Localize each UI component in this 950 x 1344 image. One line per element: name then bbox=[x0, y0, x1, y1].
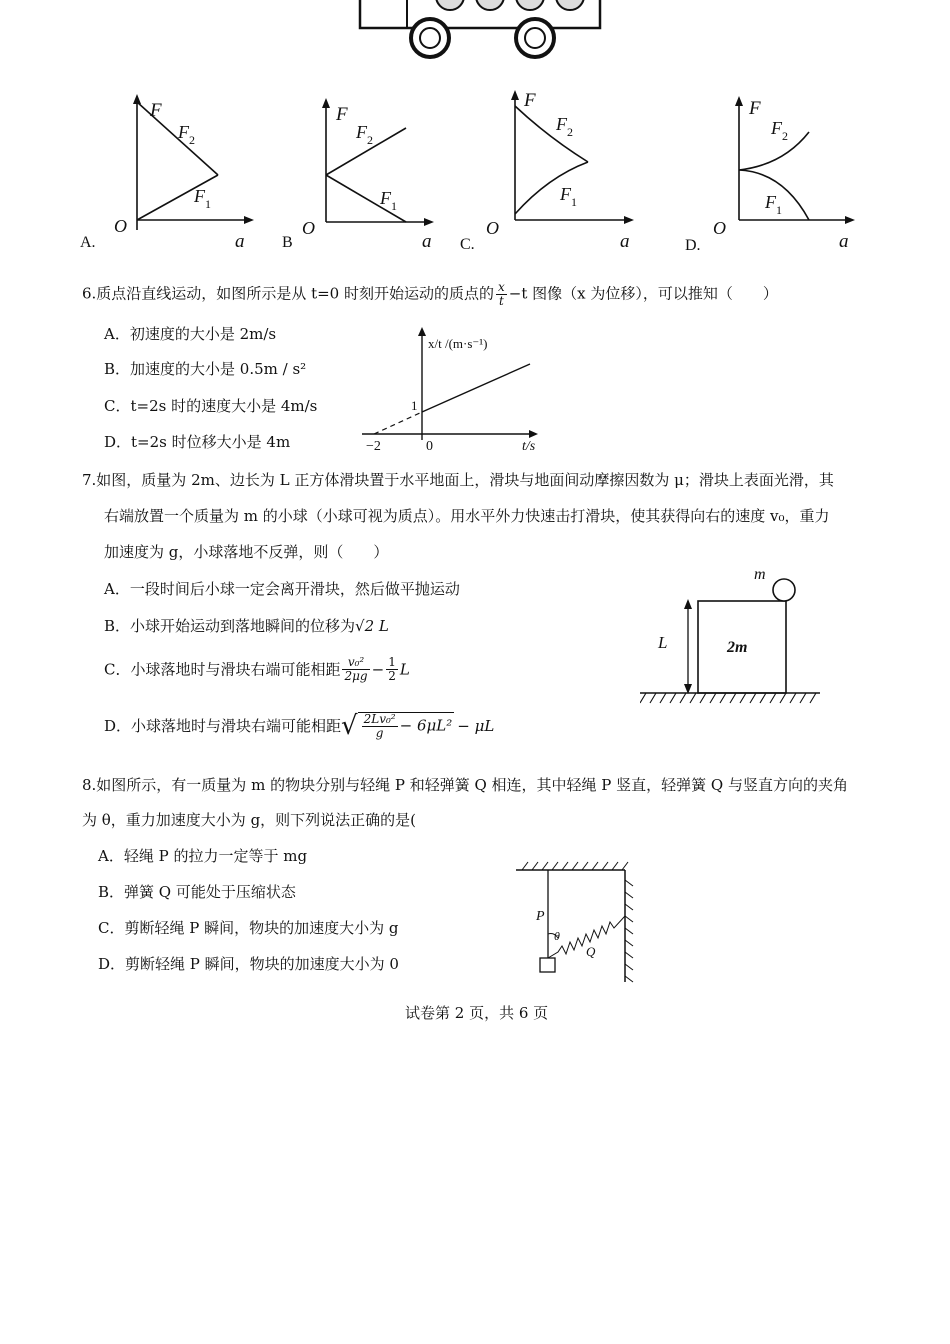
q5d-f2-sub: 2 bbox=[782, 129, 788, 143]
q8-option-c: C．剪断轻绳 P 瞬间，物块的加速度大小为 g bbox=[98, 919, 399, 937]
q5b-f2-sub: 2 bbox=[367, 133, 373, 147]
q6-option-b: B．加速度的大小是 0.5m / s² bbox=[104, 360, 307, 378]
q5d-f1-sub: 1 bbox=[776, 203, 782, 217]
q5a-f-label: F bbox=[150, 100, 162, 121]
q6-option-d: D．t=2s 时位移大小是 4m bbox=[104, 433, 291, 451]
q5-letter-c: C. bbox=[460, 236, 475, 253]
q5c-a-label: a bbox=[620, 231, 630, 252]
q7-stem-line-3: 加速度为 g，小球落地不反弹，则（ ） bbox=[104, 543, 389, 561]
q8-spring-label: Q bbox=[586, 944, 596, 959]
q5b-a-label: a bbox=[422, 231, 432, 252]
q5d-f1-label: F bbox=[765, 192, 776, 212]
q5a-f2-sub: 2 bbox=[189, 133, 195, 147]
q5c-f1-sub: 1 bbox=[571, 195, 577, 209]
q7-c-frac2-num: 1 bbox=[388, 655, 396, 669]
q7-option-d-end: − μL bbox=[457, 717, 495, 735]
q5c-origin: O bbox=[486, 218, 499, 238]
q5b-f2-label: F bbox=[356, 122, 367, 142]
q6-stem-fraction bbox=[496, 281, 507, 308]
q5a-f1-label: F bbox=[194, 186, 205, 206]
q6-stem-part-b: −t 图像（x 为位移），可以推知（ ） bbox=[508, 284, 778, 303]
q7-option-b-text: B．小球开始运动到落地瞬间的位移为 bbox=[104, 617, 356, 635]
q7-option-c-frac2 bbox=[386, 656, 398, 683]
q7-option-d-text: D．小球落地时与滑块右端可能相距 bbox=[104, 717, 342, 735]
q7-c-frac1-num: v₀² bbox=[342, 656, 369, 670]
q8-option-b: B．弹簧 Q 可能处于压缩状态 bbox=[98, 883, 296, 901]
q6-option-a: A．初速度的大小是 2m/s bbox=[104, 325, 277, 343]
q5d-f-label: F bbox=[749, 98, 761, 119]
q5a-origin: O bbox=[114, 216, 127, 236]
q7-stem-line-1: 7.如图，质量为 2m、边长为 L 正方体滑块置于水平地面上，滑块与地面间动摩擦因数为 μ；滑块上表面光滑，其 bbox=[82, 471, 834, 489]
q6-graph-xneg: −2 bbox=[366, 439, 381, 454]
q5d-a-label: a bbox=[839, 231, 849, 252]
q6-option-c: C．t=2s 时的速度大小是 4m/s bbox=[104, 397, 318, 415]
q5c-f2-sub: 2 bbox=[567, 125, 573, 139]
q7-height-label: L bbox=[658, 633, 668, 652]
q5a-f1-sub: 1 bbox=[205, 197, 211, 211]
q6-stem-part-a: 6.质点沿直线运动，如图所示是从 t=0 时刻开始运动的质点的 bbox=[82, 284, 494, 303]
q7-d-frac-den: g bbox=[375, 726, 384, 740]
q5-graph-c bbox=[458, 82, 658, 257]
q7-c-frac2-den: 2 bbox=[388, 669, 396, 683]
page-footer: 试卷第 2 页，共 6 页 bbox=[405, 1004, 549, 1022]
q5a-f2-label: F bbox=[178, 122, 189, 142]
q6-frac-num: x bbox=[498, 280, 505, 294]
q7-option-c-frac1 bbox=[342, 656, 369, 683]
q5c-f1-label: F bbox=[560, 184, 571, 204]
q7-option-d-radicand bbox=[358, 712, 455, 740]
q7-option-d bbox=[104, 712, 494, 752]
q7-block-label: 2m bbox=[727, 639, 748, 656]
q8-rope-label: P bbox=[536, 909, 545, 924]
q5d-f2-label: F bbox=[771, 118, 782, 138]
truck-illustration bbox=[350, 0, 610, 70]
radical-sign-icon: √ bbox=[341, 711, 358, 741]
q5c-f-label: F bbox=[524, 90, 536, 111]
q6-graph bbox=[352, 322, 552, 458]
q7-option-c-minus: − bbox=[371, 660, 385, 679]
q7-d-frac-num: 2Lv₀² bbox=[363, 712, 396, 726]
q7-option-a: A．一段时间后小球一定会离开滑块，然后做平抛运动 bbox=[104, 580, 460, 598]
q6-stem bbox=[82, 281, 778, 308]
q7-option-b-value: √2 L bbox=[355, 617, 389, 635]
q7-figure bbox=[640, 560, 840, 720]
q8-angle-label: θ bbox=[554, 929, 560, 943]
q6-graph-origin: 0 bbox=[426, 439, 433, 454]
q6-frac-den: t bbox=[498, 294, 504, 308]
q5b-f-label: F bbox=[336, 104, 348, 125]
q8-stem-line-1: 8.如图所示，有一质量为 m 的物块分别与轻绳 P 和轻弹簧 Q 相连，其中轻绳 P 竖直，轻弹簧 Q 与竖直方向的夹角 bbox=[82, 776, 849, 794]
q5-letter-b: B bbox=[282, 234, 293, 251]
q8-figure bbox=[510, 860, 640, 988]
q5-graph-a bbox=[78, 92, 258, 257]
q6-graph-ylabel: x/t /(m·s⁻¹) bbox=[428, 336, 488, 351]
q6-graph-ytick: 1 bbox=[411, 398, 418, 413]
q5b-f1-sub: 1 bbox=[391, 199, 397, 213]
q5-letter-d: D. bbox=[685, 237, 701, 254]
q5-graph-d bbox=[683, 90, 863, 257]
q7-option-c bbox=[104, 656, 410, 686]
q7-c-frac1-den: 2μg bbox=[344, 669, 368, 683]
q8-option-a: A．轻绳 P 的拉力一定等于 mg bbox=[98, 847, 308, 865]
q5-letter-a: A. bbox=[80, 234, 96, 251]
q5a-a-label: a bbox=[235, 231, 245, 252]
q7-option-b bbox=[104, 616, 389, 636]
q5c-f2-label: F bbox=[556, 114, 567, 134]
q7-option-c-end: L bbox=[399, 660, 410, 679]
q8-option-d: D．剪断轻绳 P 瞬间，物块的加速度大小为 0 bbox=[98, 955, 399, 973]
q5b-f1-label: F bbox=[380, 188, 391, 208]
q7-option-d-frac bbox=[362, 713, 398, 740]
q7-option-c-text: C．小球落地时与滑块右端可能相距 bbox=[104, 660, 341, 679]
q7-ball-label: m bbox=[754, 566, 766, 583]
q7-stem-line-2: 右端放置一个质量为 m 的小球（小球可视为质点）。用水平外力快速击打滑块，使其获得向右的速度 v₀，重力 bbox=[104, 507, 830, 525]
q5b-origin: O bbox=[302, 218, 315, 238]
q8-stem-line-2: 为 θ，重力加速度大小为 g，则下列说法正确的是( bbox=[82, 811, 417, 829]
q5-graph-b bbox=[280, 92, 440, 257]
q7-d-rad-rest: − 6μL² bbox=[399, 716, 453, 735]
q5d-origin: O bbox=[713, 218, 726, 238]
q6-graph-xlabel: t/s bbox=[522, 439, 536, 454]
